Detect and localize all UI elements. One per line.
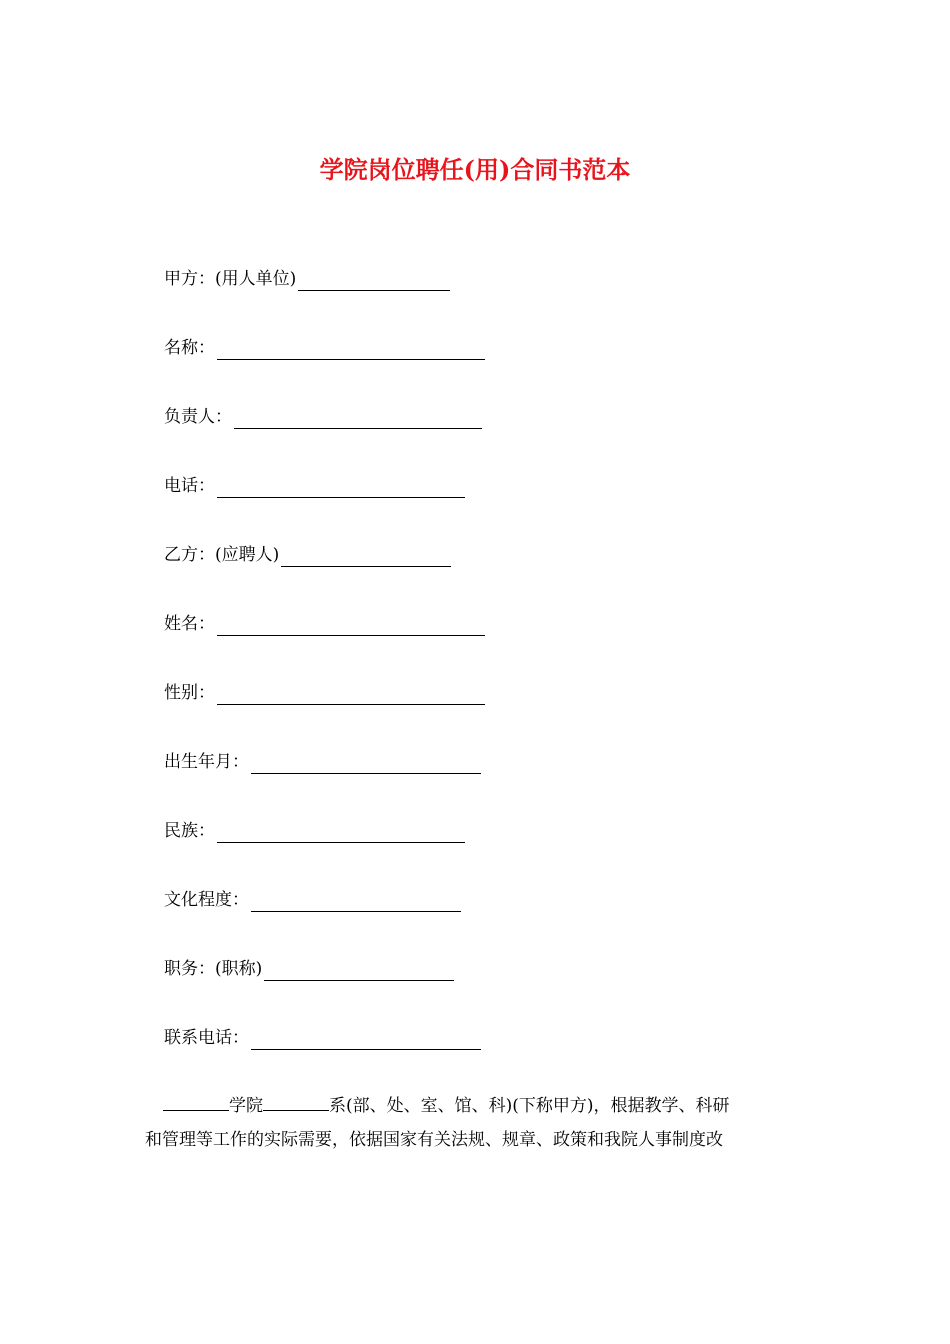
field-label: 姓名： — [164, 614, 215, 634]
blank-line — [264, 962, 454, 981]
field-label: 性别： — [164, 683, 215, 703]
field-label: 电话： — [164, 476, 215, 496]
field-label: 职务：(职称) — [164, 959, 263, 979]
paragraph-text: 系(部、处、室、馆、科)(下称甲方)，根据教学、科研 — [329, 1096, 730, 1116]
field-gender — [164, 681, 485, 705]
blank-line — [217, 824, 465, 843]
field-label: 负责人： — [164, 407, 232, 427]
blank-line — [163, 1092, 229, 1111]
paragraph-line: 和管理等工作的实际需要，依据国家有关法规、规章、政策和我院人事制度改 — [145, 1130, 723, 1150]
blank-line — [251, 893, 461, 912]
field-name — [164, 336, 485, 360]
document-title: 学院岗位聘任(用)合同书范本 — [319, 155, 631, 184]
blank-line — [298, 272, 450, 291]
field-label: 民族： — [164, 821, 215, 841]
field-label: 乙方：(应聘人) — [164, 545, 280, 565]
paragraph-text: 学院 — [229, 1096, 263, 1116]
blank-line — [217, 686, 485, 705]
field-label: 出生年月： — [164, 752, 249, 772]
blank-line — [281, 548, 451, 567]
blank-line — [217, 617, 485, 636]
field-contact-phone — [164, 1026, 481, 1050]
field-label: 联系电话： — [164, 1028, 249, 1048]
field-label: 名称： — [164, 338, 215, 358]
body-paragraph — [145, 1089, 797, 1157]
field-full-name — [164, 612, 485, 636]
field-person-in-charge — [164, 405, 482, 429]
field-party-b — [164, 543, 451, 567]
field-party-a — [164, 267, 450, 291]
blank-line — [251, 755, 481, 774]
field-label: 文化程度： — [164, 890, 249, 910]
blank-line — [234, 410, 482, 429]
field-label: 甲方：(用人单位) — [164, 269, 297, 289]
field-birth-date — [164, 750, 481, 774]
field-position — [164, 957, 454, 981]
paragraph-line — [145, 1089, 797, 1123]
field-phone — [164, 474, 465, 498]
blank-line — [217, 479, 465, 498]
field-education — [164, 888, 461, 912]
blank-line — [251, 1031, 481, 1050]
blank-line — [217, 341, 485, 360]
field-ethnicity — [164, 819, 465, 843]
blank-line — [263, 1092, 329, 1111]
